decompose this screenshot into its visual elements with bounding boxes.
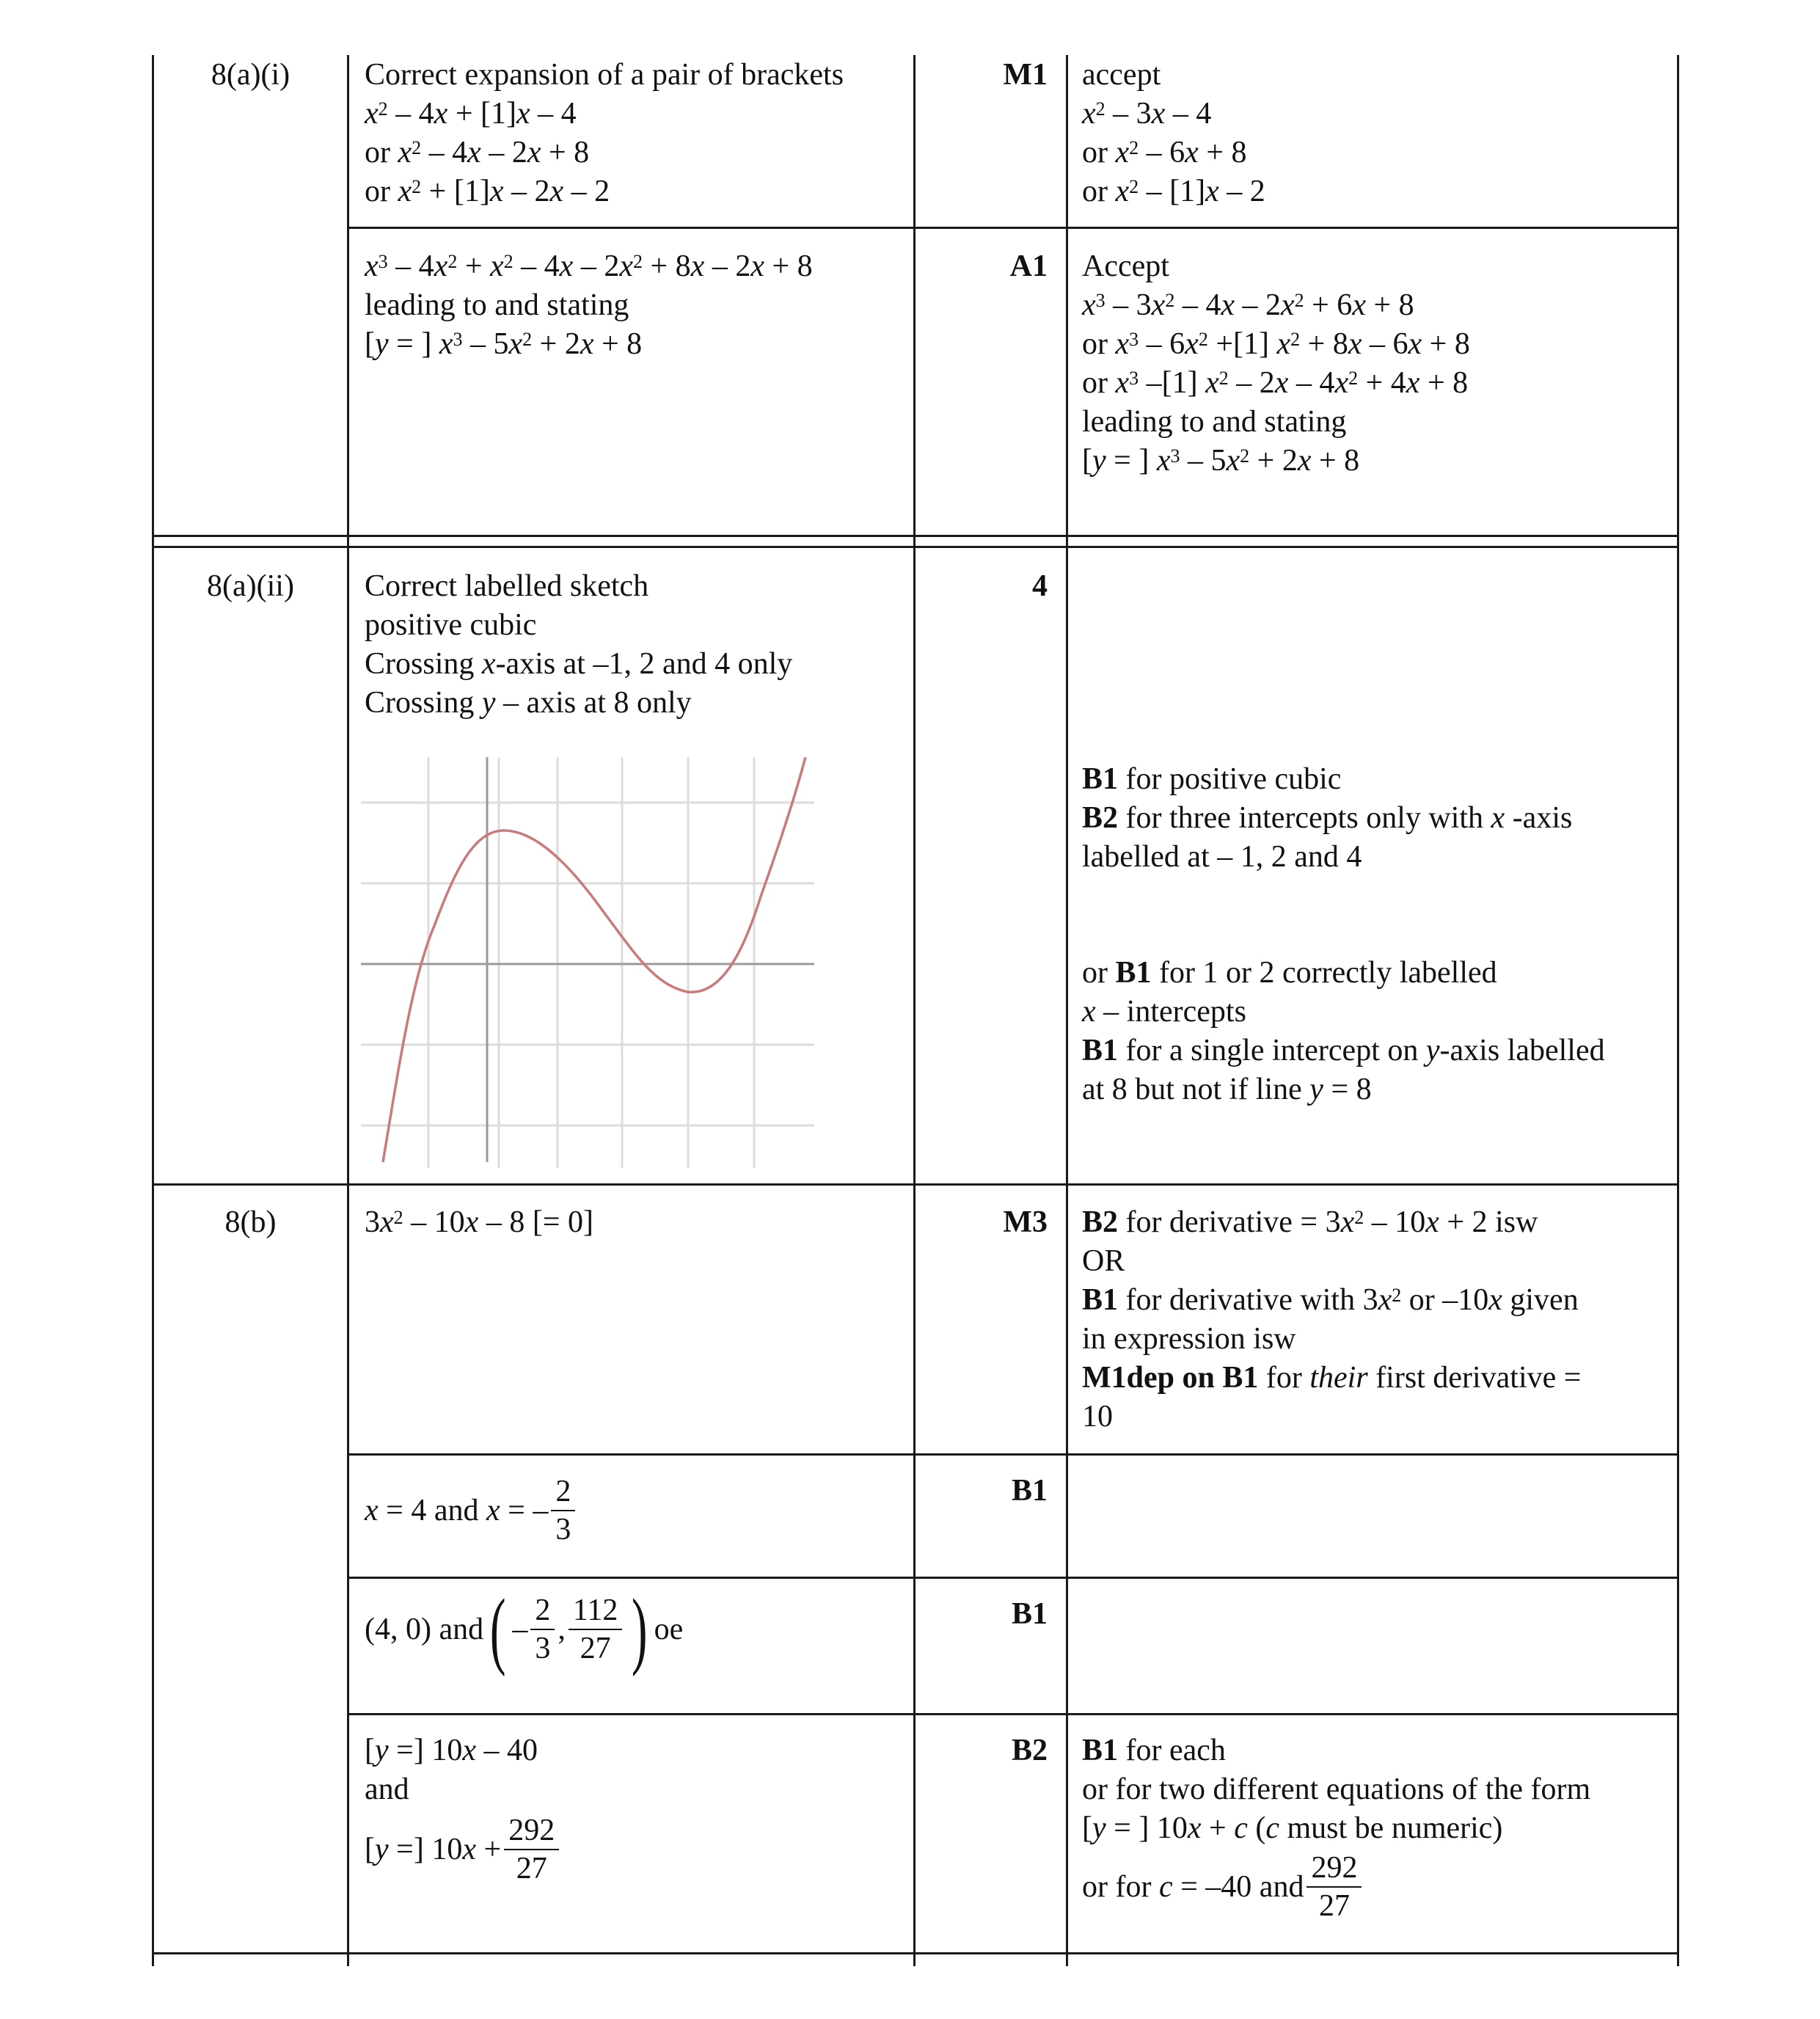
answer-line: leading to and stating [365,288,629,322]
answer-line: positive cubic [365,608,537,642]
answer-cell [365,1731,562,1887]
comma: , [558,1612,566,1646]
question-ref [154,1203,347,1242]
notes-cell [1082,760,1572,877]
col-line-2 [913,55,916,1966]
notes-line: Accept [1082,249,1169,283]
answer-line: or $x^2 - 4x - 2x + 8$ [365,136,590,169]
notes-cell [1082,1731,1590,1924]
col-line-3 [1066,55,1068,1966]
answer-cell [365,1203,593,1242]
notes-line: labelled at – 1, 2 and 4 [1082,840,1362,874]
fraction: $\frac{292}{27}$ [504,1812,559,1887]
notes-line: [y = ] $x^3 - 5x^2 + 2x + 8$ [1082,444,1360,478]
answer-line: $x^3 - 4x^2 + x^2 - 4x - 2x^2 + 8x - 2x + 8$ [365,249,813,283]
answer-cell [365,1473,578,1548]
row-line [347,1577,1679,1579]
answer-line: Crossing y – axis at 8 only [365,686,692,720]
notes-line: [y = ] 10x + c (c must be numeric) [1082,1811,1503,1845]
notes-line: accept [1082,58,1161,92]
row-line-bottom [152,1952,1679,1954]
cubic-sketch [361,757,816,1168]
answer-line: Correct labelled sketch [365,569,649,603]
notes-line: in expression isw [1082,1322,1296,1356]
notes-line: or $x^3$ –[1] $x^2 - 2x - 4x^2 + 4x + 8$ [1082,366,1469,400]
mark-text: M3 [1003,1205,1048,1239]
mark-text: M1 [1003,58,1048,92]
notes-line: or for two different equations of the form [1082,1772,1591,1806]
mark-text: 4 [1032,569,1048,603]
mark-text: A1 [1009,249,1048,283]
fraction: $\frac{292}{27}$ [1306,1850,1362,1924]
notes-line: B1 for a single intercept on y-axis labelled [1082,1034,1605,1067]
notes-line: B1 for positive cubic [1082,762,1342,796]
fraction: $\frac{2}{3}$ [530,1592,555,1667]
question-ref-text: 8(b) [224,1205,277,1239]
mark-cell [916,1472,1048,1511]
notes-line: B2 for derivative = $3x^2 - 10x + 2$ isw [1082,1205,1538,1239]
notes-line: M1dep on B1 for their first derivative = [1082,1361,1582,1395]
notes-cell [1082,56,1265,211]
mark-cell [916,56,1048,95]
fraction: $\frac{112}{27}$ [569,1592,622,1667]
answer-line: or $x^2 + [1]x - 2x - 2$ [365,175,610,208]
mark-text: B1 [1011,1597,1048,1631]
fraction: $\frac{2}{3}$ [551,1473,575,1548]
answer-line: [y =] 10x – 40 [365,1734,538,1767]
question-ref [154,56,347,95]
minus-sign: – [512,1612,528,1646]
answer-line: and [365,1772,409,1806]
sketch-grid [361,757,814,1168]
row-line [152,1183,1679,1186]
oe-label: oe [654,1612,684,1646]
right-paren: ) [632,1581,648,1677]
question-ref-text: 8(a)(i) [211,58,290,92]
notes-line: or $x^2 - 6x + 8$ [1082,136,1247,169]
mark-cell [916,247,1048,286]
answer-cell [365,567,792,723]
mark-text: B2 [1011,1734,1048,1767]
notes-line: or for c = –40 and $\frac{292}{27}$ [1082,1850,1590,1924]
answer-cell [365,1581,684,1677]
answer-line: [y =] 10x + $\frac{292}{27}$ [365,1812,562,1887]
mark-text: B1 [1011,1474,1048,1508]
notes-cell [1082,1203,1581,1436]
notes-line: at 8 but not if line y = 8 [1082,1073,1372,1106]
row-line-double-top [152,535,1679,537]
notes-cell [1082,247,1470,481]
notes-line: or B1 for 1 or 2 correctly labelled [1082,956,1497,990]
notes-line: or $x^3 - 6x^2 +[1] x^2 + 8x - 6x + 8$ [1082,327,1470,361]
answer-expression: (4, 0) and [365,1612,484,1646]
notes-line: 10 [1082,1400,1113,1434]
notes-line: B1 for each [1082,1734,1226,1767]
mark-cell [916,567,1048,606]
notes-line: B1 for derivative with $3x^2$ or –10x given [1082,1283,1579,1317]
cubic-curve [383,757,805,1162]
col-line-1 [347,55,349,1966]
notes-line: OR [1082,1244,1125,1278]
mark-cell [916,1731,1048,1770]
question-ref [154,567,347,606]
answer-cell [365,56,844,211]
col-line-right [1677,55,1679,1966]
notes-line: B2 for three intercepts only with x -axis [1082,801,1573,835]
row-line [347,227,1679,229]
row-line [347,1713,1679,1715]
row-line [347,1453,1679,1456]
answer-line: [y = ] $x^3 - 5x^2 + 2x + 8$ [365,327,643,361]
answer-line: $x^2 - 4x + [1]x - 4$ [365,97,577,131]
row-line-double-bottom [152,546,1679,548]
answer-cell [365,247,813,364]
answer-line: Correct expansion of a pair of brackets [365,58,844,92]
mark-cell [916,1595,1048,1634]
left-paren: ( [489,1581,506,1677]
answer-line: $3x^2 - 10x - 8$ [= 0] [365,1205,593,1239]
col-line-left [152,55,154,1966]
notes-line: or $x^2 - [1]x - 2$ [1082,175,1265,208]
notes-line: $x^3 - 3x^2 - 4x - 2x^2 + 6x + 8$ [1082,288,1414,322]
notes-line: x – intercepts [1082,995,1246,1029]
answer-line: Crossing x-axis at –1, 2 and 4 only [365,647,793,681]
answer-expression: x = 4 and x = – [365,1493,549,1527]
mark-cell [916,1203,1048,1242]
question-ref-text: 8(a)(ii) [207,569,294,603]
notes-line: $x^2 - 3x - 4$ [1082,97,1212,131]
notes-cell [1082,954,1605,1109]
notes-line: leading to and stating [1082,405,1347,439]
